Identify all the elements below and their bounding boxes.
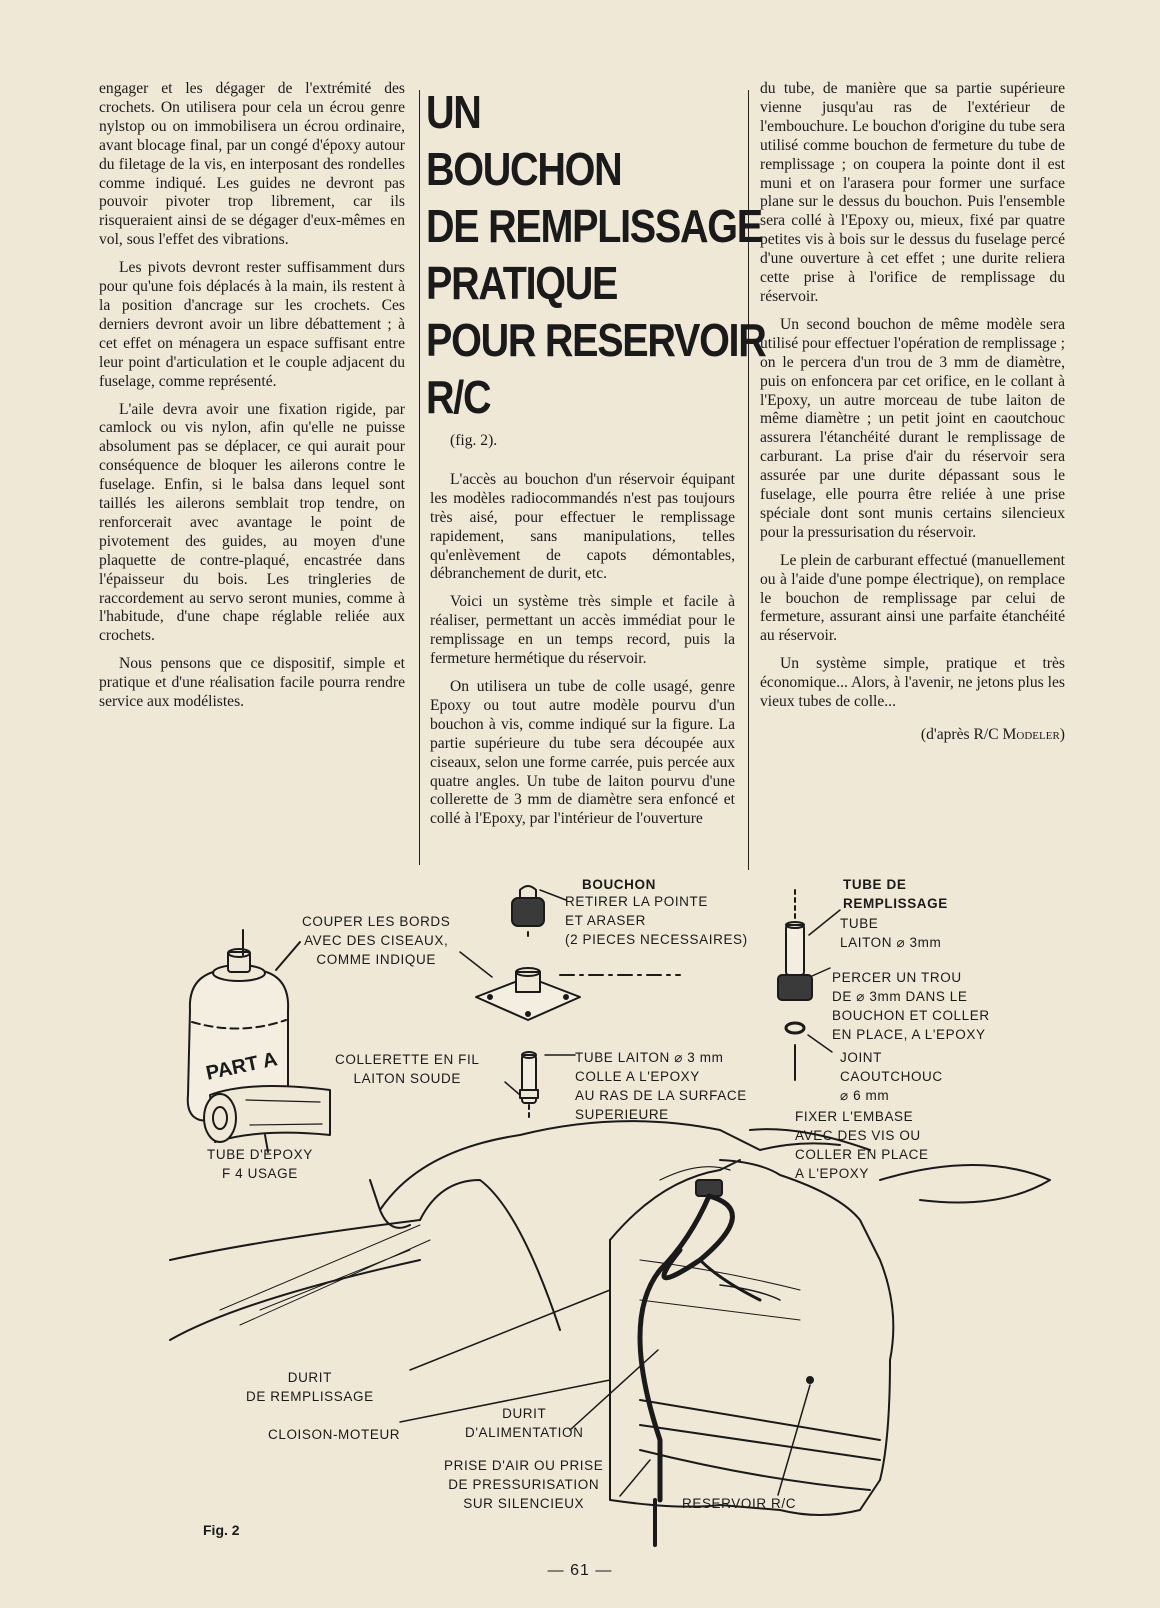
label-tank: RESERVOIR R/C bbox=[682, 1496, 797, 1511]
credit-prefix: (d'après R/C bbox=[920, 726, 1003, 743]
title-line: PRATIQUE bbox=[426, 257, 618, 309]
figure-reference: (fig. 2). bbox=[450, 432, 498, 449]
label-firewall: CLOISON-MOTEUR bbox=[268, 1427, 401, 1442]
paragraph: Voici un système très simple et facile à réaliser, permettant un accès immédiat pour le remplissage en un temps record, puis la fermeture hermétique du réservoir. bbox=[430, 593, 735, 668]
cap-drawing bbox=[512, 886, 566, 940]
label-drill-hole: PERCER UN TROU DE ⌀ 3mm DANS LE BOUCHON ET COLLER EN PLACE, A L'EPOXY bbox=[832, 970, 990, 1042]
paragraph: Les pivots devront rester suffisamment durs pour qu'une fois déplacés à la main, ils restent à la position d'ancrage sur les crochets. Ces derniers devront avoir un libre débattement ; à cet effet on ménagera un espace suffisant entre leur point d'articulation et le couple adjacent du fuselage, comme représenté. bbox=[99, 259, 405, 390]
paragraph: du tube, de manière que sa partie supérieure vienne jusqu'au ras de l'extérieur de l'embouchure. Le bouchon d'origine du tube sera utilisé comme bouchon de fermeture du tube de remplissage ; on coupera la pointe dont il est muni et on l'arasera pour former une surface plane sur le dessus du bouchon. Puis l'ensemble sera collé à l'Epoxy ou, mieux, fixé par quatre petites vis à bois sur le dessus du fuselage percé d'une ouverture à cet effet ; une durite reliera cette prise à l'orifice de remplissage du réservoir. bbox=[760, 80, 1065, 305]
label-epoxy-tube: TUBE D'EPOXY F 4 USAGE bbox=[207, 1147, 313, 1181]
label-cap-title: BOUCHON bbox=[582, 877, 656, 892]
title-line: UN bbox=[426, 86, 481, 138]
paragraph: Le plein de carburant effectué (manuellement ou à l'aide d'une pompe électrique), on remplace le bouchon de remplissage par celui de fermeture, assurant ainsi une parfaite étanchéité au réservoir. bbox=[760, 551, 1065, 645]
paragraph: Un second bouchon de même modèle sera utilisé pour effectuer l'opération de remplissage ; on le percera d'un trou de 3 mm de diamètre, puis on enfoncera par cet orifice, en le collant à l'Epoxy, un autre morceau de tube laiton de même diamètre ; un petit joint en caoutchouc assurera l'étanchéité durant le remplissage de carburant. La prise d'air du réservoir sera assurée par une durite dépassant sous le fuselage, elle pourra être reliée à une prise spéciale dont sont munis certains silencieux pour la pressurisation du réservoir. bbox=[760, 315, 1065, 541]
paragraph: On utilisera un tube de colle usagé, genre Epoxy ou tout autre modèle pourvu d'un bouchon à vis, comme indiqué sur la figure. La partie supérieure du tube sera découpée aux ciseaux, selon une forme carrée, puis percée aux quatre angles. Un tube de laiton pourvu d'une collerette de 3 mm de diamètre sera enfoncé et collé à l'Epoxy, par l'intérieur de l'ouverture bbox=[430, 677, 735, 828]
brass-tube-drawing bbox=[505, 1052, 575, 1120]
column-rule-left bbox=[419, 90, 420, 865]
title-line: BOUCHON bbox=[426, 143, 622, 195]
column-right bbox=[760, 80, 1065, 754]
title-line: R/C bbox=[426, 371, 491, 423]
label-filling-tube: TUBE LAITON ⌀ 3mm bbox=[840, 916, 942, 950]
label-cap-instructions: RETIRER LA POINTE ET ARASER (2 PIECES NECESSAIRES) bbox=[565, 894, 748, 947]
part-a-text: PART A bbox=[204, 1048, 280, 1085]
label-filling-hose: DURIT DE REMPLISSAGE bbox=[246, 1370, 374, 1404]
figure-2 bbox=[0, 877, 1160, 1560]
flange-drawing bbox=[460, 952, 680, 1020]
label-collar: COLLERETTE EN FIL LAITON SOUDE bbox=[335, 1052, 480, 1086]
paragraph: engager et les dégager de l'extrémité des crochets. On utilisera pour cela un écrou genre nylstop ou on immobilisera un écrou ordinaire, avant blocage final, par un congé d'époxy autour du filetage de la vis, en interposant des rondelles comme indiqué. Les guides ne devront pas pouvoir pivoter trop librement, car ils risqueraient ainsi de se dégager d'eux-mêmes en vol, sous l'effet des vibrations. bbox=[99, 80, 405, 249]
label-fix-base: FIXER L'EMBASE AVEC DES VIS OU COLLER EN PLACE A L'EPOXY bbox=[795, 1109, 929, 1181]
credit-magazine: Modeler) bbox=[1002, 726, 1065, 743]
label-filling-tube-title: TUBE DE REMPLISSAGE bbox=[843, 877, 948, 911]
title-line: DE REMPLISSAGE bbox=[426, 200, 762, 252]
paragraph: L'aile devra avoir une fixation rigide, par camlock ou vis nylon, afin qu'elle ne puisse absolument pas se déplacer, ce qui aurait pour conséquence de bloquer les ailerons contre le fuselage. Enfin, si le balsa dans lequel sont taillés les ailerons semblait trop tendre, on renforcerait avec avantage le point de pivotement des guides, au moyen d'une plaquette de contre-plaqué, encastrée dans l'épaisseur du bois. Les tringleries de raccordement au servo seront munies, comme à l'habitude, d'une chape réglable reliée aux crochets. bbox=[99, 400, 405, 645]
label-cut-edges: COUPER LES BORDS AVEC DES CISEAUX, COMME INDIQUE bbox=[302, 914, 451, 967]
title-line: POUR RESERVOIR bbox=[426, 314, 766, 366]
figure-label: Fig. 2 bbox=[203, 1522, 240, 1538]
label-air-intake: PRISE D'AIR OU PRISE DE PRESSURISATION SUR SILENCIEUX bbox=[444, 1458, 604, 1511]
label-rubber-seal: JOINT CAOUTCHOUC ⌀ 6 mm bbox=[840, 1050, 943, 1103]
filling-tube-drawing bbox=[778, 890, 840, 1080]
fuselage-drawing bbox=[170, 1121, 1050, 1545]
column-left bbox=[99, 80, 405, 721]
article-title bbox=[426, 84, 766, 426]
label-brass-tube: TUBE LAITON ⌀ 3 mm COLLE A L'EPOXY AU RAS DE LA SURFACE SUPERIEURE bbox=[575, 1050, 747, 1122]
column-middle bbox=[426, 80, 766, 838]
page-number: — 61 — bbox=[547, 1562, 613, 1579]
paragraph: Nous pensons que ce dispositif, simple et pratique et d'une réalisation facile pourra rendre service aux modélistes. bbox=[99, 655, 405, 711]
label-fuel-hose: DURIT D'ALIMENTATION bbox=[465, 1406, 584, 1440]
paragraph: L'accès au bouchon d'un réservoir équipant les modèles radiocommandés n'est pas toujours très aisé, pour effectuer le remplissage rapidement, sans manipulations, telles qu'enlèvement de capots démontables, débranchement de durit, etc. bbox=[430, 470, 735, 583]
source-credit bbox=[760, 726, 1065, 745]
paragraph: Un système simple, pratique et très économique... Alors, à l'avenir, ne jetons plus les vieux tubes de colle... bbox=[760, 655, 1065, 711]
